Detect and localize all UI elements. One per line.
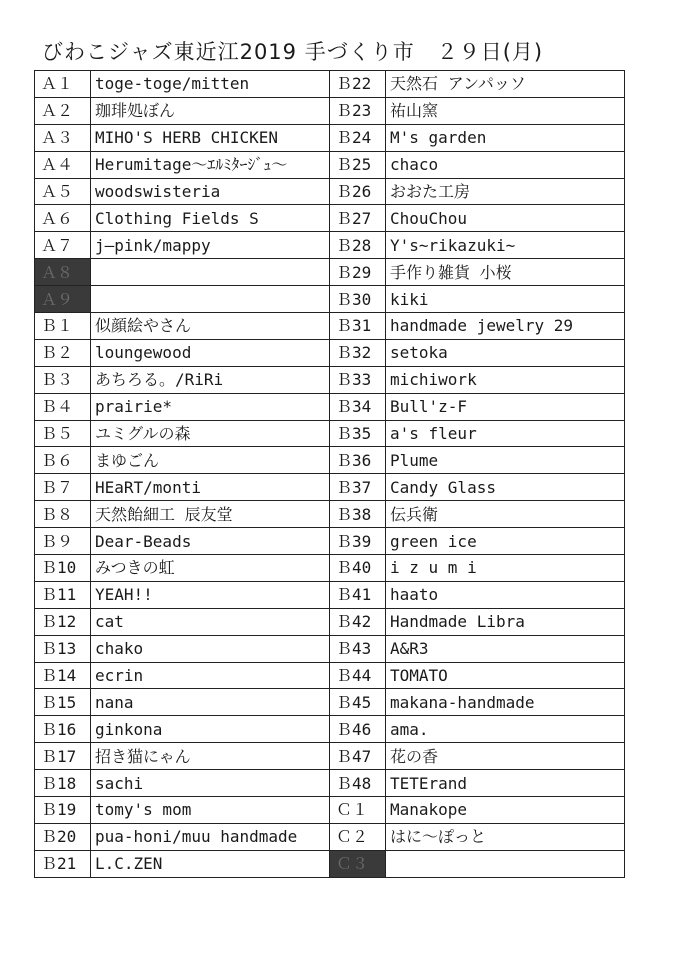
left-booth-code: Ａ１ <box>35 71 91 98</box>
table-row <box>35 850 625 877</box>
table-row <box>35 97 625 124</box>
right-booth-name: green ice <box>386 528 625 555</box>
right-booth-code: Ｂ24 <box>330 124 386 151</box>
left-booth-name: j―pink/mappy <box>91 232 330 259</box>
table-row <box>35 151 625 178</box>
left-booth-code: Ｂ８ <box>35 501 91 528</box>
right-booth-name: ChouChou <box>386 205 625 232</box>
right-booth-code: Ｂ34 <box>330 393 386 420</box>
right-booth-name: Plume <box>386 447 625 474</box>
table-row <box>35 770 625 797</box>
left-booth-name: ginkona <box>91 716 330 743</box>
right-booth-code: Ｂ37 <box>330 474 386 501</box>
right-booth-name: handmade jewelry 29 <box>386 313 625 340</box>
left-booth-code: Ｂ20 <box>35 823 91 850</box>
right-booth-name: Manakope <box>386 797 625 824</box>
left-booth-name: prairie* <box>91 393 330 420</box>
left-booth-code: Ｂ５ <box>35 420 91 447</box>
table-row <box>35 635 625 662</box>
right-booth-name: Candy Glass <box>386 474 625 501</box>
left-booth-code: Ｂ14 <box>35 662 91 689</box>
left-booth-name <box>91 259 330 286</box>
left-booth-code: Ｂ１ <box>35 313 91 340</box>
left-booth-code: Ａ４ <box>35 151 91 178</box>
right-booth-code: Ｂ48 <box>330 770 386 797</box>
left-booth-code: Ａ７ <box>35 232 91 259</box>
left-booth-name: Dear-Beads <box>91 528 330 555</box>
right-booth-name: A&R3 <box>386 635 625 662</box>
left-booth-name: Clothing Fields S <box>91 205 330 232</box>
right-booth-name: makana-handmade <box>386 689 625 716</box>
left-booth-code: Ｂ９ <box>35 528 91 555</box>
left-booth-code: Ａ５ <box>35 178 91 205</box>
left-booth-name: あちろる。/RiRi <box>91 366 330 393</box>
right-booth-name: Handmade Libra <box>386 608 625 635</box>
left-booth-code: Ｂ７ <box>35 474 91 501</box>
left-booth-name: toge-toge/mitten <box>91 71 330 98</box>
right-booth-name: Bull'z-F <box>386 393 625 420</box>
right-booth-name: setoka <box>386 339 625 366</box>
right-booth-name: はに～ぽっと <box>386 823 625 850</box>
right-booth-name: chaco <box>386 151 625 178</box>
table-row <box>35 528 625 555</box>
table-row <box>35 393 625 420</box>
table-row <box>35 797 625 824</box>
left-booth-code: Ｂ13 <box>35 635 91 662</box>
right-booth-code: Ｂ42 <box>330 608 386 635</box>
table-row <box>35 501 625 528</box>
left-booth-name: chako <box>91 635 330 662</box>
right-booth-code: Ｂ33 <box>330 366 386 393</box>
left-booth-code: Ａ８ <box>35 259 91 286</box>
left-booth-name: L.C.ZEN <box>91 850 330 877</box>
table-row <box>35 716 625 743</box>
left-booth-code: Ｂ10 <box>35 555 91 582</box>
right-booth-name: ama. <box>386 716 625 743</box>
table-row <box>35 71 625 98</box>
right-booth-code: Ｂ39 <box>330 528 386 555</box>
right-booth-code: Ｂ36 <box>330 447 386 474</box>
right-booth-code: Ｂ45 <box>330 689 386 716</box>
left-booth-code: Ｂ21 <box>35 850 91 877</box>
table-row <box>35 447 625 474</box>
left-booth-name: まゆごん <box>91 447 330 474</box>
left-booth-name: みつきの虹 <box>91 555 330 582</box>
left-booth-code: Ｂ15 <box>35 689 91 716</box>
right-booth-code: Ｃ３ <box>330 850 386 877</box>
left-booth-code: Ｂ３ <box>35 366 91 393</box>
table-row <box>35 286 625 313</box>
right-booth-code: Ｂ38 <box>330 501 386 528</box>
table-row <box>35 232 625 259</box>
right-booth-code: Ｂ35 <box>330 420 386 447</box>
table-row <box>35 313 625 340</box>
left-booth-code: Ａ３ <box>35 124 91 151</box>
left-booth-name: pua-honi/muu handmade <box>91 823 330 850</box>
left-booth-code: Ｂ11 <box>35 581 91 608</box>
table-row <box>35 366 625 393</box>
left-booth-name: ecrin <box>91 662 330 689</box>
right-booth-code: Ｂ44 <box>330 662 386 689</box>
right-booth-name: kiki <box>386 286 625 313</box>
right-booth-code: Ｂ25 <box>330 151 386 178</box>
right-booth-name: TOMATO <box>386 662 625 689</box>
right-booth-code: Ｂ31 <box>330 313 386 340</box>
right-booth-code: Ｂ27 <box>330 205 386 232</box>
table-row <box>35 743 625 770</box>
right-booth-code: Ｂ30 <box>330 286 386 313</box>
right-booth-name: Y's~rikazuki~ <box>386 232 625 259</box>
left-booth-code: Ｂ17 <box>35 743 91 770</box>
table-row <box>35 662 625 689</box>
booth-table-body <box>35 71 625 878</box>
left-booth-code: Ａ９ <box>35 286 91 313</box>
right-booth-name: TETErand <box>386 770 625 797</box>
left-booth-name: woodswisteria <box>91 178 330 205</box>
right-booth-code: Ｂ26 <box>330 178 386 205</box>
table-row <box>35 474 625 501</box>
left-booth-code: Ａ２ <box>35 97 91 124</box>
table-row <box>35 823 625 850</box>
right-booth-name: 手作り雑貨 小桜 <box>386 259 625 286</box>
table-row <box>35 259 625 286</box>
right-booth-code: Ｃ１ <box>330 797 386 824</box>
right-booth-name: i z u m i <box>386 555 625 582</box>
table-row <box>35 608 625 635</box>
right-booth-code: Ｂ46 <box>330 716 386 743</box>
table-row <box>35 124 625 151</box>
left-booth-code: Ｂ６ <box>35 447 91 474</box>
right-booth-code: Ｂ23 <box>330 97 386 124</box>
right-booth-name: M's garden <box>386 124 625 151</box>
left-booth-name: 招き猫にゃん <box>91 743 330 770</box>
left-booth-name <box>91 286 330 313</box>
left-booth-name: YEAH!! <box>91 581 330 608</box>
table-row <box>35 339 625 366</box>
table-row <box>35 205 625 232</box>
right-booth-code: Ｂ41 <box>330 581 386 608</box>
right-booth-code: Ｂ22 <box>330 71 386 98</box>
left-booth-name: Herumitage～ｴﾙﾐﾀｰｼﾞｭ～ <box>91 151 330 178</box>
left-booth-name: ユミグルの森 <box>91 420 330 447</box>
left-booth-name: loungewood <box>91 339 330 366</box>
table-row <box>35 178 625 205</box>
left-booth-name: 似顔絵やさん <box>91 313 330 340</box>
left-booth-name: nana <box>91 689 330 716</box>
left-booth-code: Ｂ18 <box>35 770 91 797</box>
right-booth-name: おおた工房 <box>386 178 625 205</box>
right-booth-name: 花の香 <box>386 743 625 770</box>
table-row <box>35 581 625 608</box>
left-booth-name: cat <box>91 608 330 635</box>
right-booth-code: Ｂ47 <box>330 743 386 770</box>
left-booth-name: 珈琲処ぼん <box>91 97 330 124</box>
booth-table <box>34 70 625 878</box>
left-booth-name: sachi <box>91 770 330 797</box>
table-row <box>35 420 625 447</box>
left-booth-name: tomy's mom <box>91 797 330 824</box>
right-booth-code: Ｂ43 <box>330 635 386 662</box>
right-booth-name: haato <box>386 581 625 608</box>
right-booth-name <box>386 850 625 877</box>
right-booth-name: 祐山窯 <box>386 97 625 124</box>
table-row <box>35 555 625 582</box>
right-booth-code: Ｃ２ <box>330 823 386 850</box>
right-booth-code: Ｂ32 <box>330 339 386 366</box>
right-booth-code: Ｂ40 <box>330 555 386 582</box>
left-booth-code: Ｂ２ <box>35 339 91 366</box>
right-booth-code: Ｂ28 <box>330 232 386 259</box>
right-booth-name: a's fleur <box>386 420 625 447</box>
right-booth-name: 天然石 アンパッソ <box>386 71 625 98</box>
left-booth-code: Ｂ12 <box>35 608 91 635</box>
page-title: びわこジャズ東近江2019 手づくり市 ２９日(月) <box>42 40 544 64</box>
left-booth-name: 天然飴細工 辰友堂 <box>91 501 330 528</box>
left-booth-code: Ｂ19 <box>35 797 91 824</box>
left-booth-name: MIHO'S HERB CHICKEN <box>91 124 330 151</box>
left-booth-code: Ｂ16 <box>35 716 91 743</box>
right-booth-name: 伝兵衛 <box>386 501 625 528</box>
left-booth-code: Ｂ４ <box>35 393 91 420</box>
right-booth-code: Ｂ29 <box>330 259 386 286</box>
left-booth-code: Ａ６ <box>35 205 91 232</box>
table-row <box>35 689 625 716</box>
left-booth-name: HEaRT/monti <box>91 474 330 501</box>
right-booth-name: michiwork <box>386 366 625 393</box>
